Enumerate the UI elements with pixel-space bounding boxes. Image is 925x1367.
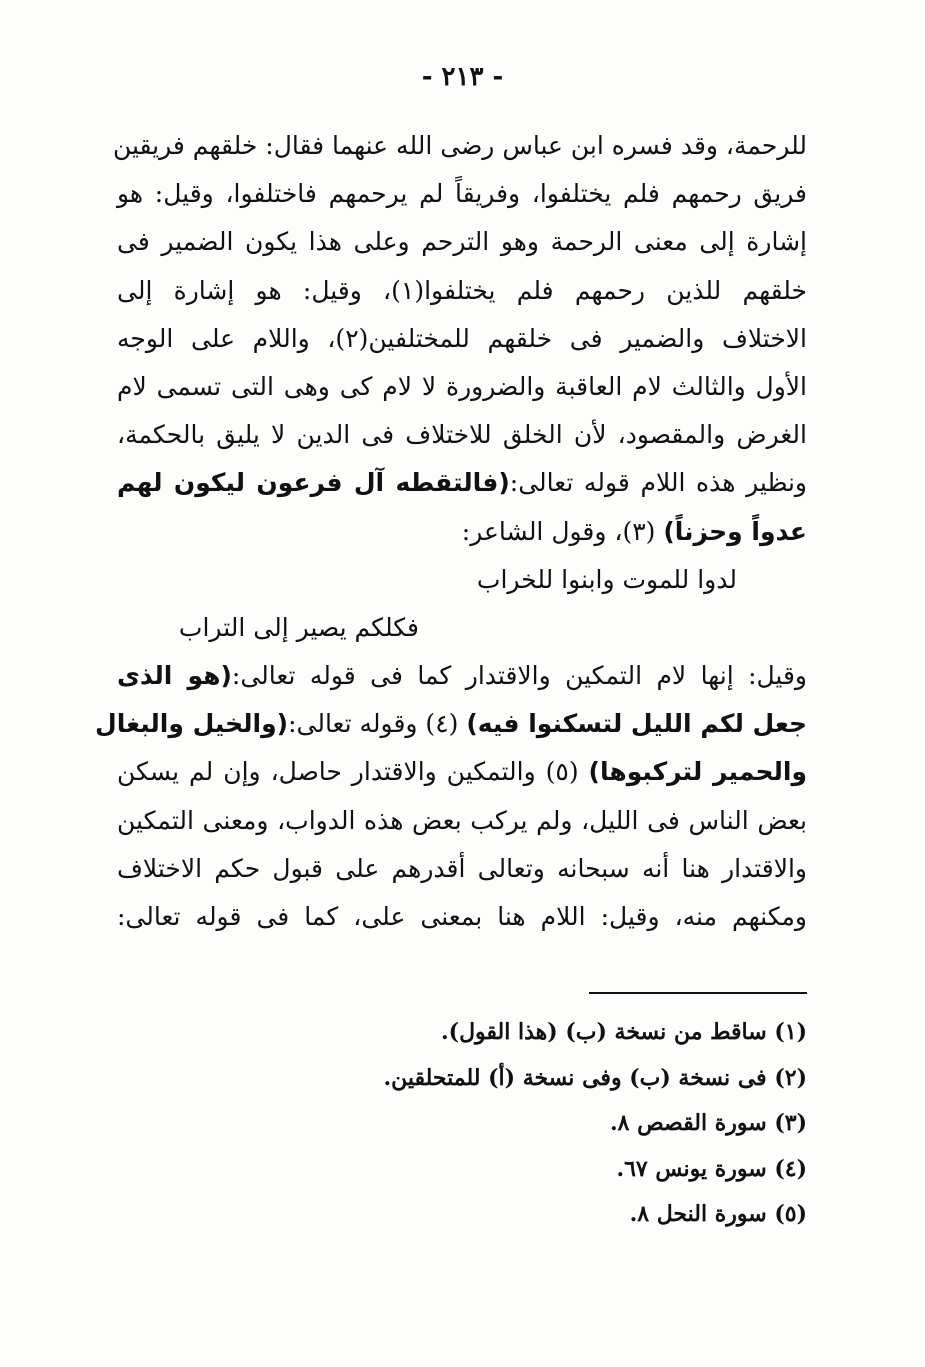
text-line: للرحمة، وقد فسره ابن عباس رضى الله عنهما فقال: خلقهم فريقين bbox=[112, 131, 807, 160]
text-line bbox=[117, 748, 807, 796]
quran-quote: والحمير لتركبوها) bbox=[588, 757, 807, 787]
quran-quote: (والخيل والبغال bbox=[95, 709, 289, 739]
footnote: (٥) سورة النحل ٨. bbox=[629, 1201, 807, 1227]
poem-verse: فكلكم يصير إلى التراب bbox=[178, 612, 419, 642]
poem-verse: لدوا للموت وابنوا للخراب bbox=[476, 564, 737, 594]
footnote: (٢) فى نسخة (ب) وفى نسخة (أ) للمتحلقين. bbox=[383, 1064, 807, 1091]
page-number: - ٢١٣ - bbox=[421, 62, 504, 92]
text-line: والاقتدار هنا أنه سبحانه وتعالى أقدرهم على قبول حكم الاختلاف bbox=[117, 853, 807, 883]
text-line: الغرض والمقصود، لأن الخلق للاختلاف فى الدين لا يليق بالحكمة، bbox=[117, 420, 807, 450]
text-line: إشارة إلى معنى الرحمة وهو الترحم وعلى هذا يكون الضمير فى bbox=[117, 227, 807, 257]
footnotes bbox=[117, 1010, 807, 1238]
text-segment: (٥) والتمكين والاقتدار حاصل، وإن لم يسكن bbox=[117, 757, 579, 787]
quran-quote: (هو الذى bbox=[117, 661, 232, 691]
text-line bbox=[117, 459, 807, 507]
quran-quote: (فالتقطه آل فرعون ليكون لهم bbox=[117, 468, 510, 498]
footnote: (٣) سورة القصص ٨. bbox=[609, 1110, 807, 1136]
text-line bbox=[117, 652, 807, 700]
text-segment: (٣)، وقول الشاعر: bbox=[461, 516, 656, 546]
main-text bbox=[95, 122, 808, 941]
footnote-divider bbox=[589, 992, 807, 994]
quran-quote: جعل لكم الليل لتسكنوا فيه) bbox=[466, 709, 807, 739]
text-line bbox=[117, 508, 807, 556]
text-line: الأول والثالث لام العاقبة والضرورة لا لام كى وهى التى تسمى لام bbox=[117, 371, 807, 401]
quran-quote: عدواً وحزناً) bbox=[663, 516, 807, 546]
text-line: فريق رحمهم فلم يختلفوا، وفريقاً لم يرحمهم فاختلفوا، وقيل: هو bbox=[117, 179, 807, 209]
footnote: (٤) سورة يونس ٦٧. bbox=[616, 1155, 807, 1182]
text-segment: ونظير هذه اللام قوله تعالى: bbox=[509, 468, 807, 498]
footnote: (١) ساقط من نسخة (ب) (هذا القول). bbox=[441, 1019, 807, 1045]
text-segment: وقيل: إنها لام التمكين والاقتدار كما فى قوله تعالى: bbox=[231, 661, 807, 691]
text-line bbox=[95, 700, 807, 748]
text-line: ومكنهم منه، وقيل: اللام هنا بمعنى على، كما فى قوله تعالى: bbox=[117, 902, 807, 931]
text-line: بعض الناس فى الليل، ولم يركب بعض هذه الدواب، ومعنى التمكين bbox=[117, 805, 807, 835]
text-line: خلقهم للذين رحمهم فلم يختلفوا(١)، وقيل: هو إشارة إلى bbox=[117, 275, 808, 305]
text-segment: (٤) وقوله تعالى: bbox=[288, 709, 459, 739]
text-line: الاختلاف والضمير فى خلقهم للمختلفين(٢)، واللام على الوجه bbox=[117, 323, 807, 353]
